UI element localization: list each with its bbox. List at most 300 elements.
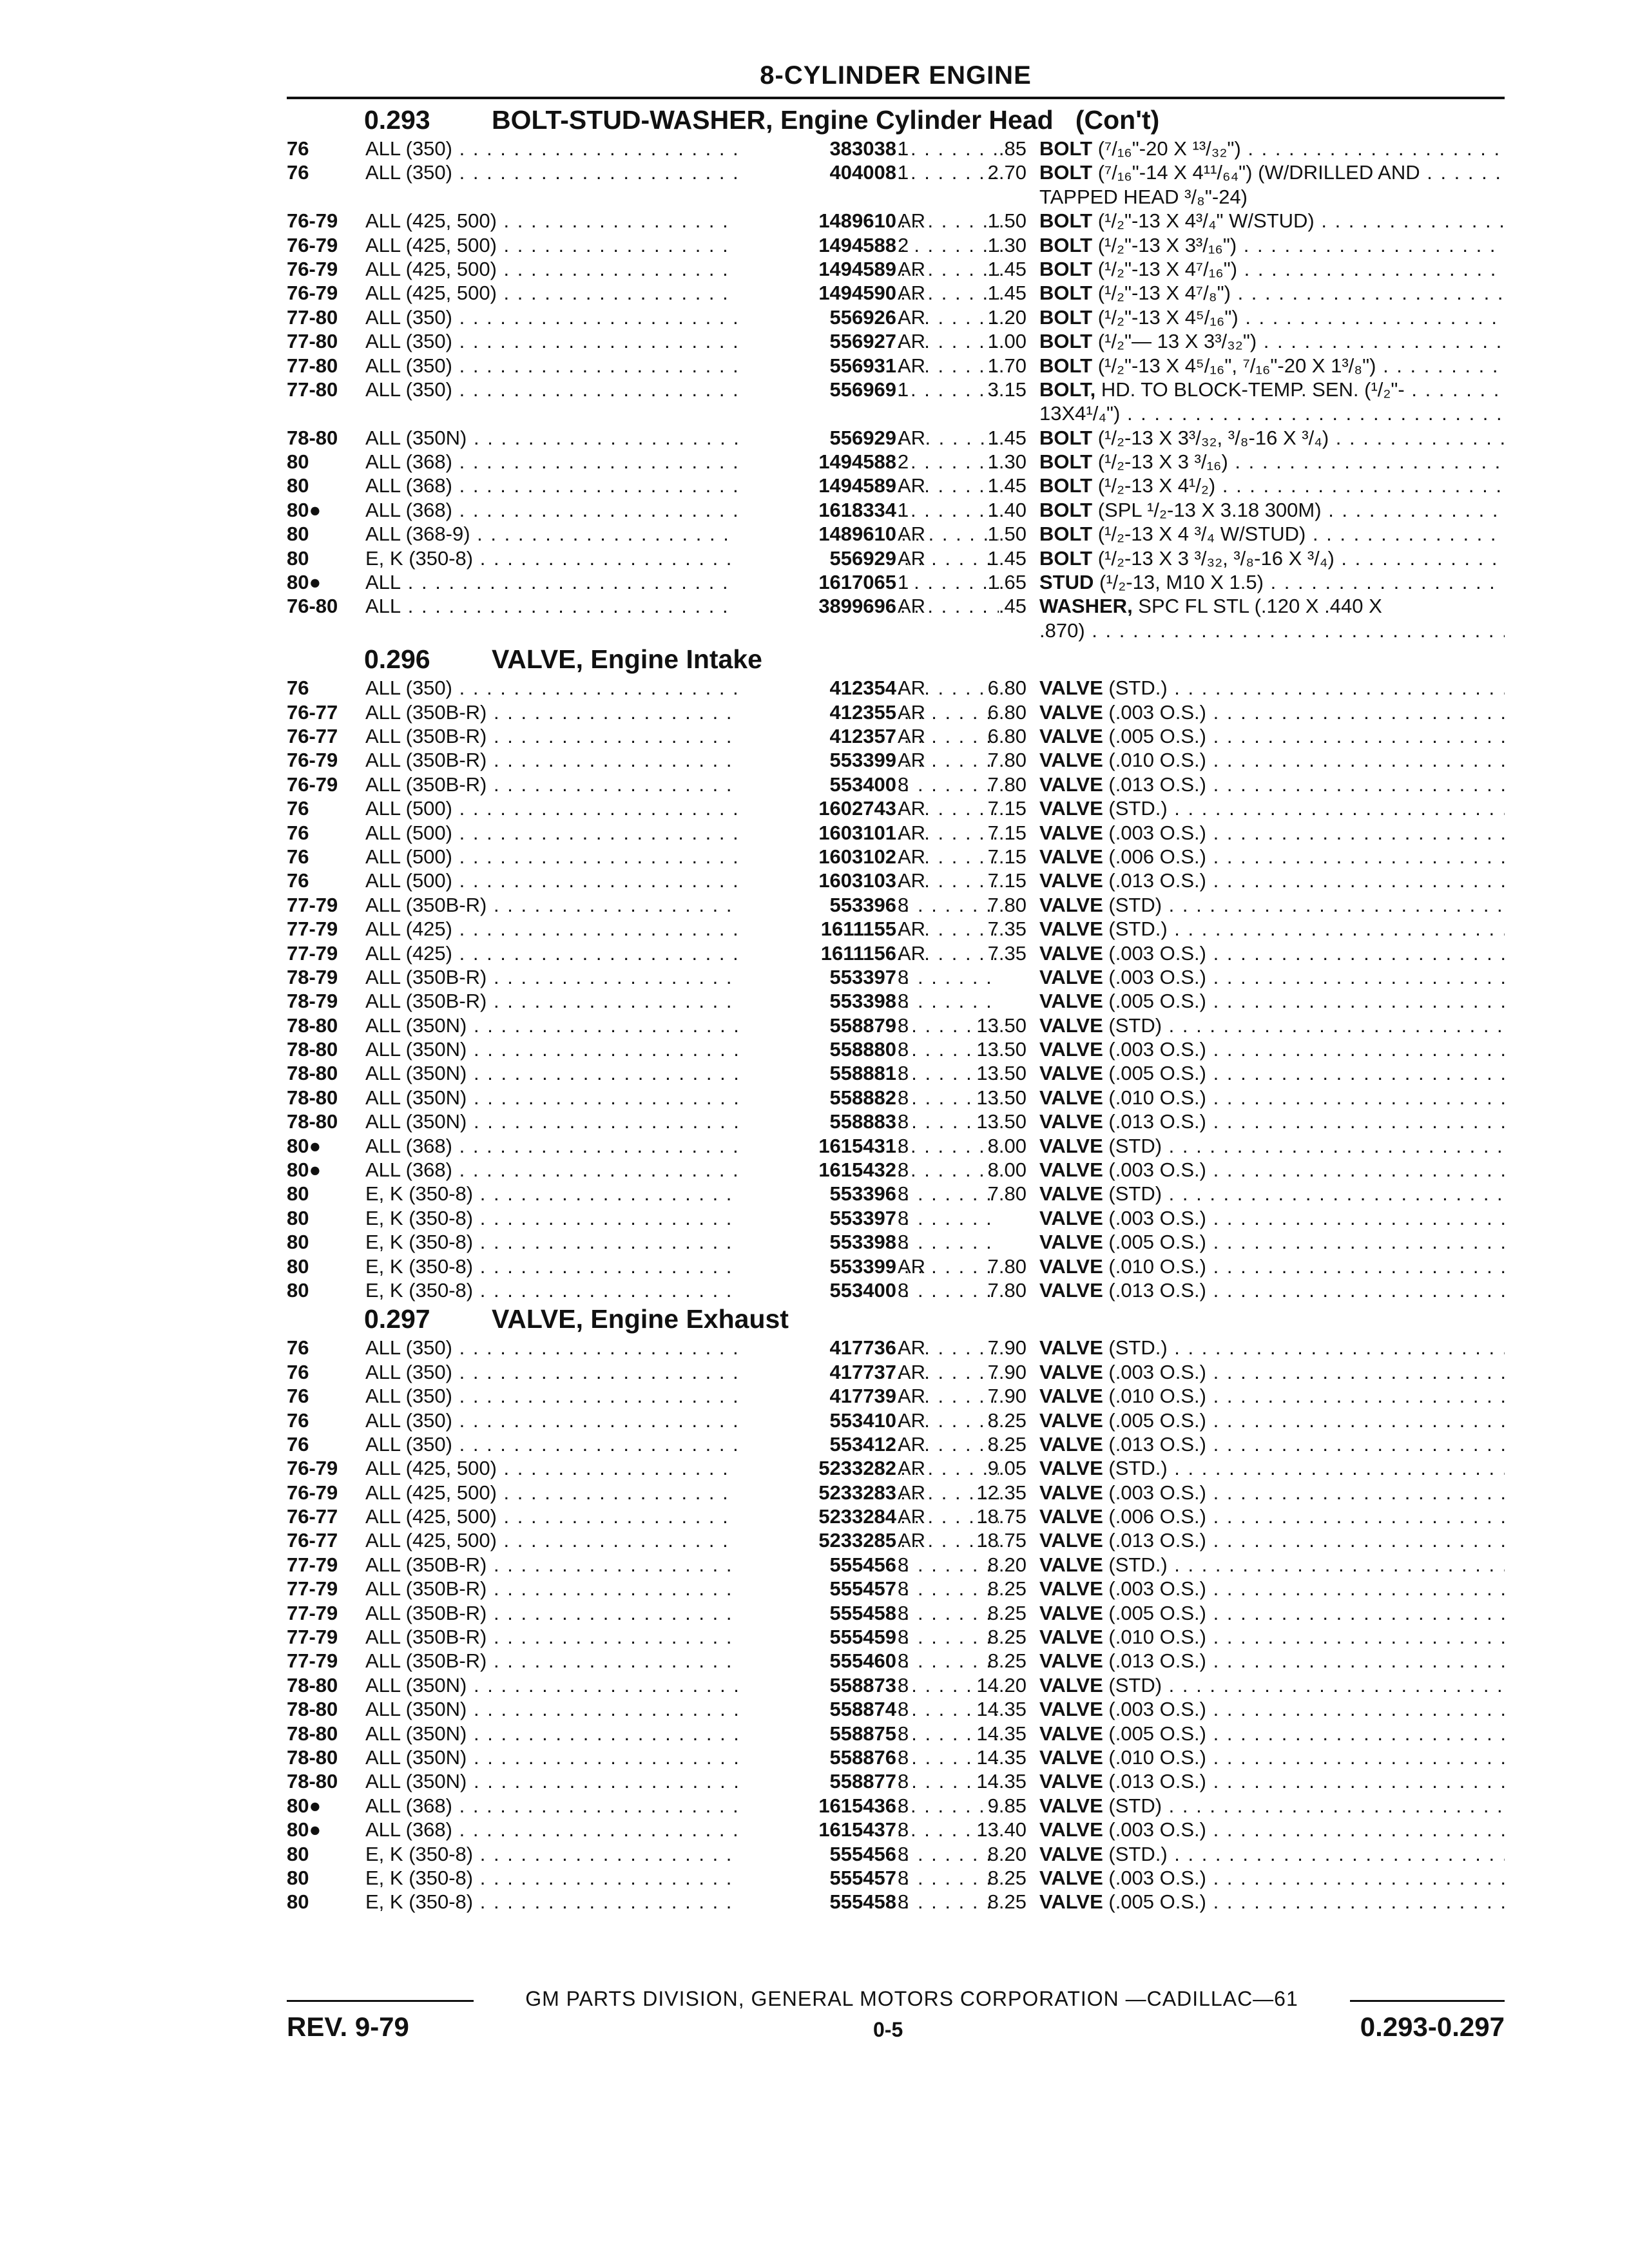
description-text: (.013 O.S.) bbox=[1103, 1432, 1206, 1456]
description-keyword: VALVE bbox=[1039, 1062, 1103, 1085]
year-cell: 76 bbox=[287, 1385, 309, 1408]
description-cell bbox=[1039, 619, 1505, 642]
model-cell: E, K (350-8) . . . bbox=[365, 1278, 999, 1302]
description-text: (.013 O.S.) bbox=[1103, 1770, 1206, 1793]
table-row bbox=[287, 1528, 1505, 1552]
description-keyword: VALVE bbox=[1039, 821, 1103, 844]
description-cell bbox=[1039, 821, 1505, 845]
description-cell bbox=[1039, 1504, 1505, 1528]
price-cell: 8.20 bbox=[987, 1553, 1027, 1576]
price-cell: 14.20 bbox=[976, 1673, 1027, 1696]
description-keyword: VALVE bbox=[1039, 1182, 1103, 1206]
table-row bbox=[287, 1842, 1505, 1866]
model-cell: E, K (350-8) . . . bbox=[365, 1182, 999, 1206]
quantity-cell: AR bbox=[898, 257, 926, 280]
description-cell bbox=[1039, 160, 1505, 184]
year-cell: 80 bbox=[287, 1182, 309, 1206]
price-cell: 8.25 bbox=[987, 1890, 1027, 1914]
table-row bbox=[287, 1408, 1505, 1432]
year-cell: 76 bbox=[287, 845, 309, 868]
description-text: (¹/₂-13 X 3³/₃₂, ³/₈-16 X ³/₄) bbox=[1092, 426, 1329, 449]
year-cell: 80 bbox=[287, 523, 309, 546]
group-range: 0.293-0.297 bbox=[1360, 2012, 1505, 2042]
description-text: (.013 O.S.) bbox=[1103, 869, 1206, 892]
description-text: (.013 O.S.) bbox=[1103, 773, 1206, 796]
description-text: (.003 O.S.) bbox=[1103, 700, 1206, 724]
description-keyword: BOLT bbox=[1039, 257, 1093, 280]
quantity-cell: AR bbox=[898, 1505, 926, 1528]
part-number-cell: 558881 bbox=[738, 1061, 896, 1085]
description-keyword: BOLT bbox=[1039, 330, 1093, 353]
model-cell: ALL (425, 500) . . . bbox=[365, 1504, 999, 1528]
parts-list bbox=[287, 103, 1505, 1914]
table-row bbox=[287, 1230, 1505, 1254]
section-title bbox=[492, 644, 762, 675]
description-cell bbox=[1039, 594, 1505, 618]
model-cell: ALL . . . bbox=[365, 594, 999, 618]
quantity-cell: 1 bbox=[898, 571, 909, 594]
description-cell bbox=[1039, 1577, 1505, 1600]
description-text: (¹/₂-13 X 4 ³/₄ W/STUD) bbox=[1092, 523, 1306, 546]
description-keyword: VALVE bbox=[1039, 1577, 1103, 1600]
description-keyword: VALVE bbox=[1039, 1601, 1103, 1624]
quantity-cell: AR bbox=[898, 1432, 926, 1456]
model-cell: ALL (350B-R) . . . bbox=[365, 1625, 999, 1649]
model-cell: ALL (425, 500) . . . bbox=[365, 281, 999, 305]
price-cell: 14.35 bbox=[976, 1770, 1027, 1793]
description-keyword: VALVE bbox=[1039, 1770, 1103, 1793]
description-cell bbox=[1039, 917, 1505, 941]
price-cell: 1.30 bbox=[987, 450, 1027, 474]
description-text: (.003 O.S.) bbox=[1103, 821, 1206, 844]
year-cell: 78-79 bbox=[287, 990, 338, 1013]
quantity-cell: AR bbox=[898, 1529, 926, 1552]
table-row bbox=[287, 1745, 1505, 1769]
description-cell bbox=[1039, 1061, 1505, 1085]
quantity-cell: AR bbox=[898, 1336, 926, 1360]
part-number-cell: 558877 bbox=[738, 1769, 896, 1793]
table-row bbox=[287, 700, 1505, 724]
description-cell bbox=[1039, 989, 1505, 1013]
description-cell bbox=[1039, 1037, 1505, 1061]
description-text: HD. TO BLOCK-TEMP. SEN. (¹/₂"- bbox=[1095, 378, 1405, 401]
year-cell: 76-77 bbox=[287, 724, 338, 747]
quantity-cell: AR bbox=[898, 523, 926, 546]
year-cell: 78-80 bbox=[287, 1722, 338, 1745]
description-cell bbox=[1039, 1528, 1505, 1552]
price-cell: 7.80 bbox=[987, 1254, 1027, 1278]
section-title-rest: Engine Exhaust bbox=[583, 1304, 789, 1334]
table-row bbox=[287, 1794, 1505, 1818]
table-row bbox=[287, 1769, 1505, 1793]
description-text: (STD.) bbox=[1103, 1457, 1168, 1480]
description-cell bbox=[1039, 1134, 1505, 1158]
price-cell: 1.00 bbox=[987, 330, 1027, 353]
price-cell: 13.50 bbox=[976, 1086, 1027, 1109]
price-cell: 8.25 bbox=[987, 1649, 1027, 1673]
table-row bbox=[287, 281, 1505, 305]
price-cell: 14.35 bbox=[976, 1746, 1027, 1769]
description-cell bbox=[1039, 401, 1505, 425]
year-cell: 76-79 bbox=[287, 749, 338, 772]
table-row bbox=[287, 1456, 1505, 1480]
model-cell: ALL (425, 500) . . . bbox=[365, 1456, 999, 1480]
model-cell: ALL (350B-R) . . . bbox=[365, 893, 999, 917]
model-cell: E, K (350-8) . . . bbox=[365, 1254, 999, 1278]
price-cell: 1.65 bbox=[987, 571, 1027, 594]
description-text: (¹/₂"— 13 X 3³/₃₂") bbox=[1092, 330, 1257, 353]
quantity-cell: 8 bbox=[898, 773, 909, 796]
description-keyword: VALVE bbox=[1039, 700, 1103, 724]
part-number-cell: 1494589 bbox=[738, 257, 896, 281]
model-cell: ALL . . . bbox=[365, 570, 999, 594]
model-cell: ALL (368) . . . bbox=[365, 1134, 999, 1158]
part-number-cell: 1603101 bbox=[738, 821, 896, 845]
description-cell bbox=[1039, 1408, 1505, 1432]
price-cell: 18.75 bbox=[976, 1505, 1027, 1528]
description-cell bbox=[1039, 1601, 1505, 1625]
price-cell: 8.25 bbox=[987, 1866, 1027, 1889]
table-row bbox=[287, 185, 1505, 209]
section-title-rest: Engine Intake bbox=[583, 644, 762, 675]
description-text: (.003 O.S.) bbox=[1103, 1866, 1206, 1889]
year-cell: 80 bbox=[287, 1842, 309, 1865]
description-keyword: VALVE bbox=[1039, 1481, 1103, 1504]
price-cell: 7.90 bbox=[987, 1360, 1027, 1383]
part-number-cell: 553410 bbox=[738, 1408, 896, 1432]
part-number-cell: 412354 bbox=[738, 676, 896, 700]
table-row bbox=[287, 893, 1505, 917]
description-text: (¹/₂"-13 X 4³/₄" W/STUD) bbox=[1092, 209, 1315, 233]
price-cell: 8.25 bbox=[987, 1626, 1027, 1649]
quantity-cell: AR bbox=[898, 426, 926, 449]
footer-rule-right bbox=[1350, 2000, 1505, 2002]
table-row bbox=[287, 1360, 1505, 1384]
description-keyword: VALVE bbox=[1039, 1746, 1103, 1769]
price-cell: 18.75 bbox=[976, 1529, 1027, 1552]
description-text: (STD) bbox=[1103, 1014, 1162, 1037]
year-cell: 76 bbox=[287, 161, 309, 184]
description-text: (STD.) bbox=[1103, 1553, 1168, 1576]
part-number-cell: 553398 bbox=[738, 989, 896, 1013]
description-keyword: VALVE bbox=[1039, 1794, 1103, 1817]
part-number-cell: 558883 bbox=[738, 1110, 896, 1133]
table-row bbox=[287, 1061, 1505, 1085]
description-cell bbox=[1039, 941, 1505, 965]
year-cell: 76 bbox=[287, 677, 309, 700]
part-number-cell: 555457 bbox=[738, 1577, 896, 1600]
price-cell: 1.50 bbox=[987, 523, 1027, 546]
price-cell: 14.35 bbox=[976, 1722, 1027, 1745]
model-cell: ALL (350) . . . bbox=[365, 1384, 999, 1408]
quantity-cell: 8 bbox=[898, 1134, 909, 1157]
model-cell: ALL (425, 500) . . . bbox=[365, 233, 999, 257]
quantity-cell: 8 bbox=[898, 1158, 909, 1182]
description-keyword: VALVE bbox=[1039, 1529, 1103, 1552]
year-cell: 78-80 bbox=[287, 1086, 338, 1109]
description-keyword: BOLT bbox=[1039, 209, 1093, 233]
part-number-cell: 556929 bbox=[738, 546, 896, 570]
part-number-cell: 553400 bbox=[738, 1278, 896, 1302]
year-cell: 78-80 bbox=[287, 1014, 338, 1037]
price-cell: 1.20 bbox=[987, 305, 1027, 329]
year-cell: 80 bbox=[287, 474, 309, 497]
year-cell: 76-79 bbox=[287, 282, 338, 305]
quantity-cell: 1 bbox=[898, 498, 909, 521]
description-keyword: VALVE bbox=[1039, 1408, 1103, 1432]
description-keyword: VALVE bbox=[1039, 1206, 1103, 1229]
quantity-cell: 8 bbox=[898, 1110, 909, 1133]
price-cell: 7.15 bbox=[987, 821, 1027, 844]
part-number-cell: 1615436 bbox=[738, 1794, 896, 1818]
description-cell bbox=[1039, 546, 1505, 570]
part-number-cell: 3899696 bbox=[738, 594, 896, 618]
description-text: (.003 O.S.) bbox=[1103, 1818, 1206, 1841]
part-number-cell: 556927 bbox=[738, 329, 896, 353]
model-cell: ALL (368) . . . bbox=[365, 1818, 999, 1841]
description-cell bbox=[1039, 1745, 1505, 1769]
description-text: (.010 O.S.) bbox=[1103, 1385, 1206, 1408]
quantity-cell: AR bbox=[898, 1481, 926, 1504]
year-cell: 80 bbox=[287, 1866, 309, 1889]
quantity-cell: AR bbox=[898, 941, 926, 965]
quantity-cell: AR bbox=[898, 724, 926, 747]
quantity-cell: 8 bbox=[898, 965, 909, 988]
model-cell: ALL (350B-R) . . . bbox=[365, 1553, 999, 1577]
description-cell bbox=[1039, 378, 1505, 401]
description-cell bbox=[1039, 845, 1505, 869]
description-keyword: BOLT bbox=[1039, 305, 1093, 329]
description-keyword: VALVE bbox=[1039, 1014, 1103, 1037]
description-keyword: WASHER, bbox=[1039, 595, 1133, 618]
part-number-cell: 1602743 bbox=[738, 796, 896, 820]
quantity-cell: 8 bbox=[898, 1553, 909, 1576]
description-text: (.003 O.S.) bbox=[1103, 1698, 1206, 1721]
description-cell bbox=[1039, 869, 1505, 892]
quantity-cell: AR bbox=[898, 474, 926, 497]
description-cell bbox=[1039, 1336, 1505, 1360]
part-number-cell: 558879 bbox=[738, 1014, 896, 1037]
quantity-cell: 8 bbox=[898, 1086, 909, 1109]
table-row bbox=[287, 233, 1505, 257]
price-cell: 13.50 bbox=[976, 1062, 1027, 1085]
part-number-cell: 5233282 bbox=[738, 1456, 896, 1480]
description-keyword: BOLT bbox=[1039, 450, 1093, 474]
model-cell: ALL (350B-R) . . . bbox=[365, 1601, 999, 1625]
quantity-cell: AR bbox=[898, 749, 926, 772]
part-number-cell: 1489610 bbox=[738, 522, 896, 546]
price-cell: 1.30 bbox=[987, 233, 1027, 256]
description-keyword: VALVE bbox=[1039, 1432, 1103, 1456]
description-cell bbox=[1039, 773, 1505, 796]
description-cell bbox=[1039, 676, 1505, 700]
quantity-cell: AR bbox=[898, 1360, 926, 1383]
model-cell: ALL (350B-R) . . . bbox=[365, 965, 999, 989]
table-row bbox=[287, 1577, 1505, 1600]
description-cell bbox=[1039, 1158, 1505, 1182]
model-cell: ALL (425, 500) . . . bbox=[365, 1481, 999, 1504]
price-cell: 7.80 bbox=[987, 893, 1027, 916]
description-text: (.013 O.S.) bbox=[1103, 1110, 1206, 1133]
year-cell: 76 bbox=[287, 1432, 309, 1456]
quantity-cell: AR bbox=[898, 869, 926, 892]
year-cell: 80● bbox=[287, 1794, 322, 1817]
table-row bbox=[287, 1866, 1505, 1890]
model-cell: ALL (350N) . . . bbox=[365, 1014, 999, 1037]
description-keyword: VALVE bbox=[1039, 749, 1103, 772]
part-number-cell: 417739 bbox=[738, 1384, 896, 1408]
year-cell: 78-80 bbox=[287, 426, 338, 449]
quantity-cell: 8 bbox=[898, 1062, 909, 1085]
description-keyword: BOLT bbox=[1039, 233, 1093, 256]
description-cell bbox=[1039, 1722, 1505, 1745]
table-row bbox=[287, 1553, 1505, 1577]
year-cell: 76-77 bbox=[287, 1529, 338, 1552]
table-row bbox=[287, 1697, 1505, 1721]
table-row bbox=[287, 570, 1505, 594]
year-cell: 77-79 bbox=[287, 1577, 338, 1600]
quantity-cell: 8 bbox=[898, 1182, 909, 1206]
description-cell bbox=[1039, 1110, 1505, 1133]
description-cell bbox=[1039, 474, 1505, 497]
description-keyword: VALVE bbox=[1039, 1626, 1103, 1649]
description-text: (STD) bbox=[1103, 1673, 1162, 1696]
price-cell: 8.25 bbox=[987, 1601, 1027, 1624]
part-number-cell: 555457 bbox=[738, 1866, 896, 1890]
description-text: (⁷/₁₆"-20 X ¹³/₃₂") bbox=[1092, 137, 1241, 160]
table-row bbox=[287, 748, 1505, 772]
table-row bbox=[287, 209, 1505, 233]
part-number-cell: 1494588 bbox=[738, 450, 896, 474]
description-text: (.010 O.S.) bbox=[1103, 1626, 1206, 1649]
table-row bbox=[287, 1110, 1505, 1133]
part-number-cell: 555458 bbox=[738, 1890, 896, 1914]
year-cell: 80● bbox=[287, 1158, 322, 1182]
description-text: .870) bbox=[1039, 619, 1085, 642]
description-keyword: VALVE bbox=[1039, 1505, 1103, 1528]
table-row bbox=[287, 378, 1505, 401]
year-cell: 77-79 bbox=[287, 1553, 338, 1576]
year-cell: 80 bbox=[287, 1206, 309, 1229]
part-number-cell: 553399 bbox=[738, 1254, 896, 1278]
description-keyword: VALVE bbox=[1039, 1649, 1103, 1673]
quantity-cell: 1 bbox=[898, 161, 909, 184]
description-cell bbox=[1039, 354, 1505, 378]
price-cell: 7.90 bbox=[987, 1336, 1027, 1360]
part-number-cell: 555456 bbox=[738, 1842, 896, 1866]
section-title-bold: BOLT-STUD-WASHER, bbox=[492, 105, 773, 135]
table-row bbox=[287, 821, 1505, 845]
description-text: (¹/₂"-13 X 4⁵/₁₆", ⁷/₁₆"-20 X 1³/₈") bbox=[1092, 354, 1376, 377]
description-keyword: BOLT bbox=[1039, 137, 1093, 160]
part-number-cell: 1494589 bbox=[738, 474, 896, 497]
year-cell: 76 bbox=[287, 821, 309, 844]
model-cell: E, K (350-8) . . . bbox=[365, 1230, 999, 1254]
quantity-cell: AR bbox=[898, 546, 926, 570]
part-number-cell: 553396 bbox=[738, 893, 896, 917]
model-cell: ALL (350N) . . . bbox=[365, 1722, 999, 1745]
quantity-cell: 8 bbox=[898, 1770, 909, 1793]
model-cell: ALL (500) . . . bbox=[365, 796, 999, 820]
model-cell: ALL (350) . . . bbox=[365, 137, 999, 160]
quantity-cell: 8 bbox=[898, 1866, 909, 1889]
description-keyword: VALVE bbox=[1039, 797, 1103, 820]
description-cell bbox=[1039, 1697, 1505, 1721]
part-number-cell: 412357 bbox=[738, 724, 896, 748]
model-cell: ALL (350) . . . bbox=[365, 160, 999, 184]
price-cell: 9.05 bbox=[987, 1457, 1027, 1480]
price-cell: 14.35 bbox=[976, 1698, 1027, 1721]
description-keyword: VALVE bbox=[1039, 1553, 1103, 1576]
description-keyword: VALVE bbox=[1039, 1038, 1103, 1061]
model-cell: ALL (350) . . . bbox=[365, 1336, 999, 1360]
table-row bbox=[287, 498, 1505, 522]
part-number-cell: 558873 bbox=[738, 1673, 896, 1697]
description-text: (STD) bbox=[1103, 1134, 1162, 1157]
quantity-cell: 2 bbox=[898, 450, 909, 474]
table-row bbox=[287, 676, 1505, 700]
price-cell: 7.15 bbox=[987, 869, 1027, 892]
quantity-cell: 8 bbox=[898, 1890, 909, 1914]
model-cell: ALL (350N) . . . bbox=[365, 1037, 999, 1061]
table-row bbox=[287, 1722, 1505, 1745]
price-cell: 6.80 bbox=[987, 700, 1027, 724]
description-text: (¹/₂-13, M10 X 1.5) bbox=[1094, 571, 1264, 594]
description-cell bbox=[1039, 137, 1505, 160]
description-keyword: BOLT bbox=[1039, 161, 1093, 184]
description-keyword: VALVE bbox=[1039, 869, 1103, 892]
table-row bbox=[287, 1432, 1505, 1456]
year-cell: 77-80 bbox=[287, 305, 338, 329]
model-cell: ALL (350) . . . bbox=[365, 1408, 999, 1432]
part-number-cell: 558876 bbox=[738, 1745, 896, 1769]
quantity-cell: 8 bbox=[898, 1626, 909, 1649]
table-row bbox=[287, 989, 1505, 1013]
table-row bbox=[287, 1206, 1505, 1230]
description-keyword: VALVE bbox=[1039, 1231, 1103, 1254]
description-text: (.003 O.S.) bbox=[1103, 941, 1206, 965]
description-text: (.005 O.S.) bbox=[1103, 724, 1206, 747]
description-text: (.003 O.S.) bbox=[1103, 1206, 1206, 1229]
model-cell: ALL (350N) . . . bbox=[365, 1110, 999, 1133]
model-cell: ALL (350) . . . bbox=[365, 378, 999, 401]
table-row bbox=[287, 869, 1505, 892]
part-number-cell: 417736 bbox=[738, 1336, 896, 1360]
description-keyword: VALVE bbox=[1039, 1457, 1103, 1480]
part-number-cell: 383038 bbox=[738, 137, 896, 160]
quantity-cell: 8 bbox=[898, 1601, 909, 1624]
model-cell: E, K (350-8) . . . bbox=[365, 546, 999, 570]
description-text: (.010 O.S.) bbox=[1103, 1254, 1206, 1278]
table-row bbox=[287, 1158, 1505, 1182]
description-cell bbox=[1039, 1481, 1505, 1504]
model-cell: ALL (350) . . . bbox=[365, 1360, 999, 1384]
model-cell: ALL (368) . . . bbox=[365, 1794, 999, 1818]
description-text: (.005 O.S.) bbox=[1103, 1890, 1206, 1914]
quantity-cell: AR bbox=[898, 354, 926, 377]
quantity-cell: 8 bbox=[898, 1038, 909, 1061]
description-cell bbox=[1039, 1673, 1505, 1697]
year-cell: 78-80 bbox=[287, 1746, 338, 1769]
year-cell: 78-80 bbox=[287, 1110, 338, 1133]
table-row bbox=[287, 305, 1505, 329]
description-cell bbox=[1039, 209, 1505, 233]
model-cell: ALL (425) . . . bbox=[365, 917, 999, 941]
model-cell: ALL (425) . . . bbox=[365, 941, 999, 965]
description-keyword: VALVE bbox=[1039, 1086, 1103, 1109]
year-cell: 77-80 bbox=[287, 330, 338, 353]
description-keyword: VALVE bbox=[1039, 1336, 1103, 1360]
